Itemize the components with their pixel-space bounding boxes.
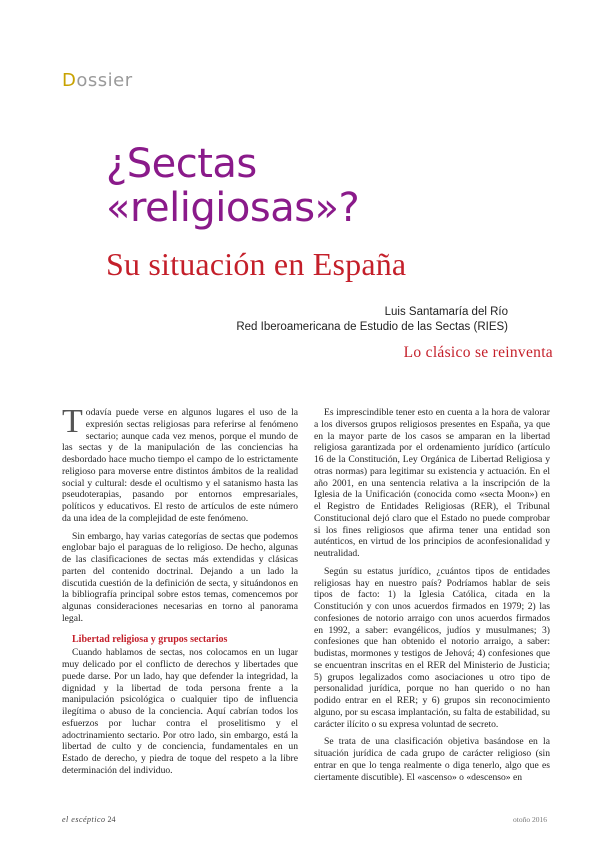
footer-brand — [62, 815, 116, 824]
paragraph — [62, 403, 298, 525]
section-heading: Libertad religiosa y grupos sectarios — [72, 633, 228, 645]
page-number: 24 — [107, 815, 116, 824]
article-tagline: Lo clásico se reinventa — [403, 344, 553, 361]
author-block — [236, 305, 508, 335]
drop-cap: T — [62, 403, 83, 440]
title-line-2: «religiosas»? — [106, 185, 360, 231]
text-column-right — [314, 407, 550, 783]
author-name: Luis Santamaría del Río — [384, 306, 508, 318]
paragraph: Cuando hablamos de sectas, nos colocamos en un lugar muy delicado por el conflicto de derechos y libertades que puede darse. Por un lado, hay que defender la integridad, la dignidad y la libertad de toda persona frente a la manipulación psicológica o cualquier tipo de influencia ilegítima o abuso de la conciencia. Aquí cabrían todos los esfuerzos por luchar contra el proselitismo y el adoctrinamiento sectario. Por otro lado, sin embargo, está la libertad de culto y de conciencia, fundamentales en un Estado de derecho, y piedra de toque del respeto a la libre determinación del individuo. — [62, 647, 298, 776]
article-title — [106, 142, 526, 230]
paragraph: Es imprescindible tener esto en cuenta a la hora de valorar a los diversos grupos religiosos presentes en España, ya que en la mayor parte de los casos se amparan en la libertad religiosa garantizada por el ordenamiento jurídico (artículo 16 de la Constitución, Ley Orgánica de Libertad Religiosa y otras normas) para legitimar su existencia y actuación. En el año 2001, en una sentencia relativa a la inscripción de la Iglesia de la Unificación (conocida como «secta Moon») en el Registro de Entidades Religiosas (RER), el Tribunal Constitucional dejó claro que el Estado no puede comprobar si los fines religiosos que afirma tener una entidad son auténticos, en virtud de los principios de aconfesionalidad y neutralidad. — [314, 407, 550, 559]
section-label — [62, 70, 133, 91]
paragraph: Sin embargo, hay varias categorías de sectas que podemos englobar bajo el paraguas de lo religioso. De hecho, algunas de las clasificaciones de sectas más extendidas y clásicas parten del contenido doctrinal. Dejando a un lado la discutida cuestión de la definición de secta, y situándonos en la bibliografía principal sobre estos temas, comencemos por algunas consideraciones necesarias en torno al panorama legal. — [62, 530, 298, 624]
paragraph: Según su estatus jurídico, ¿cuántos tipos de entidades religiosas hay en nuestro país? Podríamos hablar de seis tipos de facto: 1) la Iglesia Católica, citada en la Constitución y con unos acuerdos firmados en 1979; 2) las confesiones de notorio arraigo con unos acuerdos firmados en 1992, a saber: evangélicos, judíos y musulmanes; 3) confesiones que han obtenido el notorio arraigo, a saber: budistas, mormones y testigos de Jehová; 4) confesiones que se encuentran inscritas en el RER del Ministerio de Justicia; 5) grupos legalizados como asociaciones u otro tipo de personalidad jurídica, porque no han querido o no han podido entrar en el RER; y 6) grupos sin reconocimiento alguno, por su escasa implantación, su falta de estabilidad, su carácter ilícito o su expresa voluntad de secreto. — [314, 565, 550, 730]
paragraph-text: odavía puede verse en algunos lugares el uso de la expresión sectas religiosas para referirse al fenómeno sectario; aunque cada vez menos, porque el mundo de las sectas y de la manipulación de las conciencias ha desbordado hace mucho tiempo el campo de lo estrictamente religioso para moverse entre distintos ámbitos de la realidad social y cultural: desde el ocultismo y el satanismo hasta las pseudoterapias, pasando por entornos empresariales, políticos y educativos. El resto de artículos de este número da una idea de la complejidad de este fenómeno. — [62, 407, 298, 524]
text-column-left — [62, 403, 298, 777]
section-label-initial: D — [62, 70, 77, 91]
footer-date: otoño 2016 — [513, 815, 547, 824]
section-label-rest: ossier — [76, 70, 133, 91]
title-line-1: ¿Sectas — [106, 141, 257, 187]
magazine-name: el escéptico — [62, 815, 106, 824]
article-subtitle: Su situación en España — [106, 246, 407, 282]
paragraph: Se trata de una clasificación objetiva basándose en la situación jurídica de cada grupo de carácter religioso (sin entrar en que lo tenga realmente o diga tenerlo, algo que es ciertamente discutible). El «ascenso» o «descenso» en — [314, 736, 550, 783]
author-affiliation: Red Iberoamericana de Estudio de las Sectas (RIES) — [236, 321, 508, 333]
